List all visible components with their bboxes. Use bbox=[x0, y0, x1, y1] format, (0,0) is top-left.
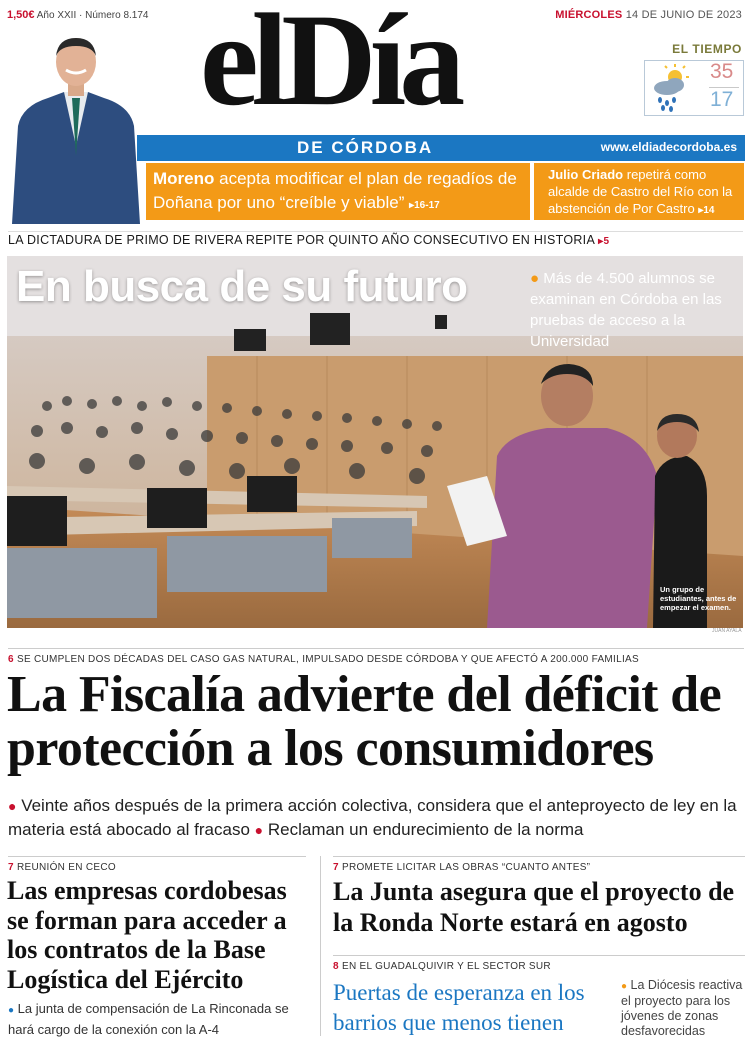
lead-bullet-1: Veinte años después de la primera acción colectiva, considera que el anteproyecto de ley en la materia está abocado al fracaso bbox=[8, 796, 737, 839]
issue-date bbox=[555, 9, 742, 21]
page-number: 7 bbox=[333, 862, 339, 873]
left-headline[interactable]: Las empresas cordobesas se forman para acceder a los contratos de la Base Logística del Ejército bbox=[7, 876, 287, 994]
left-summary-text: La junta de compensación de La Rinconada se hará cargo de la conexión con la A-4 bbox=[8, 1001, 289, 1037]
promo-page: ▸14 bbox=[698, 205, 715, 216]
website-url[interactable]: www.eldiadecordoba.es bbox=[600, 140, 737, 154]
bullet-icon: ● bbox=[8, 798, 17, 814]
sun-rain-cloud-icon bbox=[645, 61, 695, 113]
photo-summary bbox=[530, 268, 740, 352]
orange-bullet-icon: ● bbox=[530, 270, 540, 287]
photo-headline[interactable]: En busca de su futuro bbox=[16, 262, 468, 311]
page-number: 6 bbox=[8, 654, 14, 665]
left-summary bbox=[8, 999, 308, 1039]
right-kicker bbox=[333, 862, 590, 873]
left-kicker bbox=[8, 862, 116, 873]
subtitle-bar bbox=[137, 135, 745, 161]
kicker-text: REUNIÓN EN CECO bbox=[16, 862, 116, 873]
orange-bullet-icon: ● bbox=[621, 981, 628, 992]
kicker-text: SE CUMPLEN DOS DÉCADAS DEL CASO GAS NATURAL, IMPULSADO DESDE CÓRDOBA Y QUE AFECTÓ A 200.000 FAMILIAS bbox=[16, 654, 639, 665]
column-rule bbox=[320, 856, 321, 1036]
blue-bullet-icon: ● bbox=[8, 1005, 15, 1016]
promo-page: ▸16-17 bbox=[409, 200, 440, 211]
bottom-kicker bbox=[333, 961, 551, 972]
weather-label: EL TIEMPO bbox=[672, 42, 742, 56]
price-edition bbox=[7, 9, 149, 21]
teaser-text: LA DICTADURA DE PRIMO DE RIVERA REPITE POR QUINTO AÑO CONSECUTIVO EN HISTORIA bbox=[8, 233, 599, 247]
temp-low: 17 bbox=[710, 88, 734, 111]
page-number: 7 bbox=[8, 862, 14, 873]
photo-summary-text: Más de 4.500 alumnos se examinan en Córdoba en las pruebas de acceso a la Universidad bbox=[530, 270, 722, 350]
page-number: 8 bbox=[333, 961, 339, 972]
rule bbox=[8, 856, 306, 857]
promo-moreno[interactable] bbox=[146, 163, 530, 220]
newspaper-logo[interactable]: elDía bbox=[200, 0, 459, 133]
temp-high: 35 bbox=[710, 60, 734, 83]
kicker-text: PROMETE LICITAR LAS OBRAS “CUANTO ANTES” bbox=[341, 862, 591, 873]
edition-number: Año XXII · Número 8.174 bbox=[36, 10, 149, 21]
price: 1,50€ bbox=[7, 9, 35, 21]
right-headline[interactable]: La Junta asegura que el proyecto de la Ronda Norte estará en agosto bbox=[333, 877, 735, 937]
photo-credit: JUAN AYALA bbox=[712, 628, 742, 634]
rule bbox=[333, 856, 745, 857]
weekday: MIÉRCOLES bbox=[555, 9, 623, 21]
bottom-headline[interactable]: Puertas de esperanza en los barrios que menos tienen bbox=[333, 980, 585, 1035]
city-subtitle: DE CÓRDOBA bbox=[297, 138, 434, 157]
date: 14 DE JUNIO DE 2023 bbox=[625, 9, 742, 21]
teaser-page: ▸5 bbox=[598, 236, 610, 247]
side-note-text: La Diócesis reactiva el proyecto para los jóvenes de zonas desfavorecidas bbox=[621, 978, 743, 1038]
promo-lead: Julio Criado bbox=[548, 167, 624, 182]
promo-lead: Moreno bbox=[153, 169, 215, 188]
lead-headline[interactable]: La Fiscalía advierte del déficit de protección a los consumidores bbox=[7, 666, 722, 777]
rule bbox=[8, 648, 744, 649]
promo-text: repetirá como alcalde de Castro del Río con la abstención de Por Castro bbox=[548, 167, 733, 216]
rule bbox=[333, 955, 745, 956]
bottom-side-note bbox=[621, 978, 745, 1039]
promo-criado[interactable] bbox=[534, 163, 744, 220]
promo-text: acepta modificar el plan de regadíos de Doñana por uno “creíble y viable” bbox=[153, 169, 517, 212]
kicker-text: EN EL GUADALQUIVIR Y EL SECTOR SUR bbox=[341, 961, 551, 972]
teaser-history[interactable] bbox=[8, 231, 743, 247]
lead-kicker bbox=[8, 654, 639, 665]
portrait-photo bbox=[8, 36, 144, 224]
bullet-icon: ● bbox=[254, 822, 264, 838]
lead-bullet-2: Reclaman un endurecimiento de la norma bbox=[267, 820, 584, 839]
lead-summary bbox=[8, 794, 743, 842]
photo-caption: Un grupo de estudiantes, antes de empezar el examen. bbox=[660, 585, 737, 612]
